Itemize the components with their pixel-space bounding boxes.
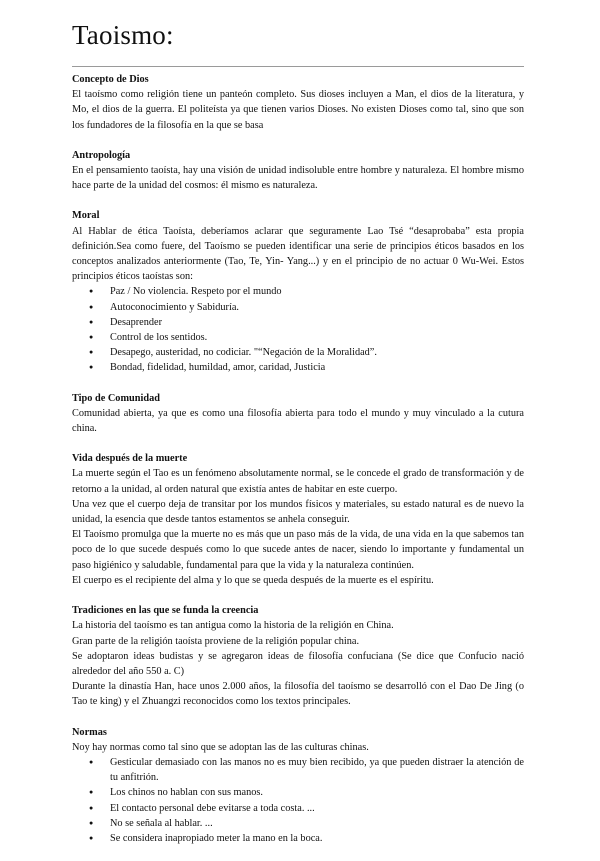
section	[72, 72, 524, 133]
paragraph: La muerte según el Tao es un fenómeno absolutamente normal, se le concede el grado de transformación y de retorno a la unidad, al orden natural que existía antes de habitar en este cuerpo.	[72, 468, 524, 495]
list-item: ● Autoconocimiento y Sabiduría.	[106, 300, 524, 315]
list-item: ● Bondad, fidelidad, humildad, amor, caridad, Justicia	[106, 360, 524, 375]
section	[72, 391, 524, 437]
list-item: ● Gesticular demasiado con las manos no es muy bien recibido, ya que pueden distraer la atención de tu anfitrión.	[106, 755, 524, 785]
paragraph: En el pensamiento taoísta, hay una visión de unidad indisoluble entre hombre y naturaleza. El hombre mismo hace parte de la unidad del cosmos: él mismo es naturaleza.	[72, 165, 524, 192]
document-body	[72, 72, 524, 861]
paragraph: Gran parte de la religión taoísta proviene de la religión popular china.	[72, 635, 360, 647]
page-title: Taoismo:	[72, 20, 174, 50]
bullet-list	[72, 755, 524, 846]
paragraph: Una vez que el cuerpo deja de transitar por los mundos físicos y materiales, su estado natural es de nuevo la unidad, la esencia que desde tantos estamentos se anhela conseguir.	[72, 498, 524, 526]
paragraph: El taoísmo como religión tiene un panteón completo. Sus dioses incluyen a Man, el dios de la literatura, y Mo, el dios de la guerra. El politeísta ya que tienen varios Dioses. No existen Dioses como tal, sino que son los fundadores de la filosofía en la que se basa	[72, 89, 524, 131]
paragraph: El Taoísmo promulga que la muerte no es más que un paso más de la vida, de una vida en la que sabemos tan poco de lo que sucede después como lo que sucede antes de nacer, siendo lo importante y fundamental un paso higiénico y saludable, fundamental para que la vida y la naturaleza continúen.	[72, 529, 524, 571]
section-heading: Antropología	[72, 149, 131, 161]
paragraph: Al Hablar de ética Taoísta, deberíamos aclarar que seguramente Lao Tsé “desaprobaba” esta propia definición.Sea como fuere, del Taoísmo se pueden identificar una serie de principios éticos basados en los conceptos analizados anteriormente (Tao, Te, Yin- Yang...) y en el principio de no actuar 0 Wu-Wei. Estos principios éticos taoístas son:	[72, 225, 524, 283]
paragraph: Noy hay normas como tal sino que se adoptan las de las culturas chinas.	[72, 741, 369, 753]
section-heading: Tradiciones en las que se funda la creencia	[72, 605, 259, 617]
paragraph: La historia del taoísmo es tan antigua como la historia de la religión en China.	[72, 620, 394, 632]
bullet-list	[72, 284, 524, 375]
paragraph: El cuerpo es el recipiente del alma y lo que se queda después de la muerte es el espíritu.	[72, 574, 434, 586]
section	[72, 725, 524, 847]
section-heading: Tipo de Comunidad	[72, 392, 160, 404]
list-item: ● Desapego, austeridad, no codiciar. "“Negación de la Moralidad”.	[106, 345, 524, 360]
section-heading: Concepto de Dios	[72, 74, 149, 85]
section-heading: Vida después de la muerte	[72, 453, 188, 465]
title-divider	[72, 66, 524, 67]
list-item: ● El contacto personal debe evitarse a toda costa. ...	[106, 801, 524, 816]
section-heading: Normas	[72, 726, 107, 738]
paragraph: Se adoptaron ideas budistas y se agregaron ideas de filosofía confuciana (Se dice que Confucio nació alrededor del año 550 a. C)	[72, 650, 524, 677]
list-item: ● Desaprender	[106, 315, 524, 330]
paragraph: Durante la dinastía Han, hace unos 2.000 años, la filosofía del taoísmo se desarrolló con el Dao De Jing (o Tao te king) y el Zhuangzi reconocidos como los textos principales.	[72, 681, 524, 708]
list-item: ● Paz / No violencia. Respeto por el mundo	[106, 284, 524, 299]
list-item: ● No se señala al hablar. ...	[106, 816, 524, 831]
section-heading: Moral	[72, 210, 100, 222]
list-item: ● Los chinos no hablan con sus manos.	[106, 785, 524, 800]
list-item: ● Control de los sentidos.	[106, 330, 524, 345]
paragraph: Comunidad abierta, ya que es como una filosofía abierta para todo el mundo y muy vinculado a la cutura china.	[72, 407, 524, 435]
section	[72, 148, 524, 194]
section	[72, 208, 524, 375]
list-item: ● Se considera inapropiado meter la mano en la boca.	[106, 831, 524, 846]
section	[72, 603, 524, 709]
section	[72, 451, 524, 588]
